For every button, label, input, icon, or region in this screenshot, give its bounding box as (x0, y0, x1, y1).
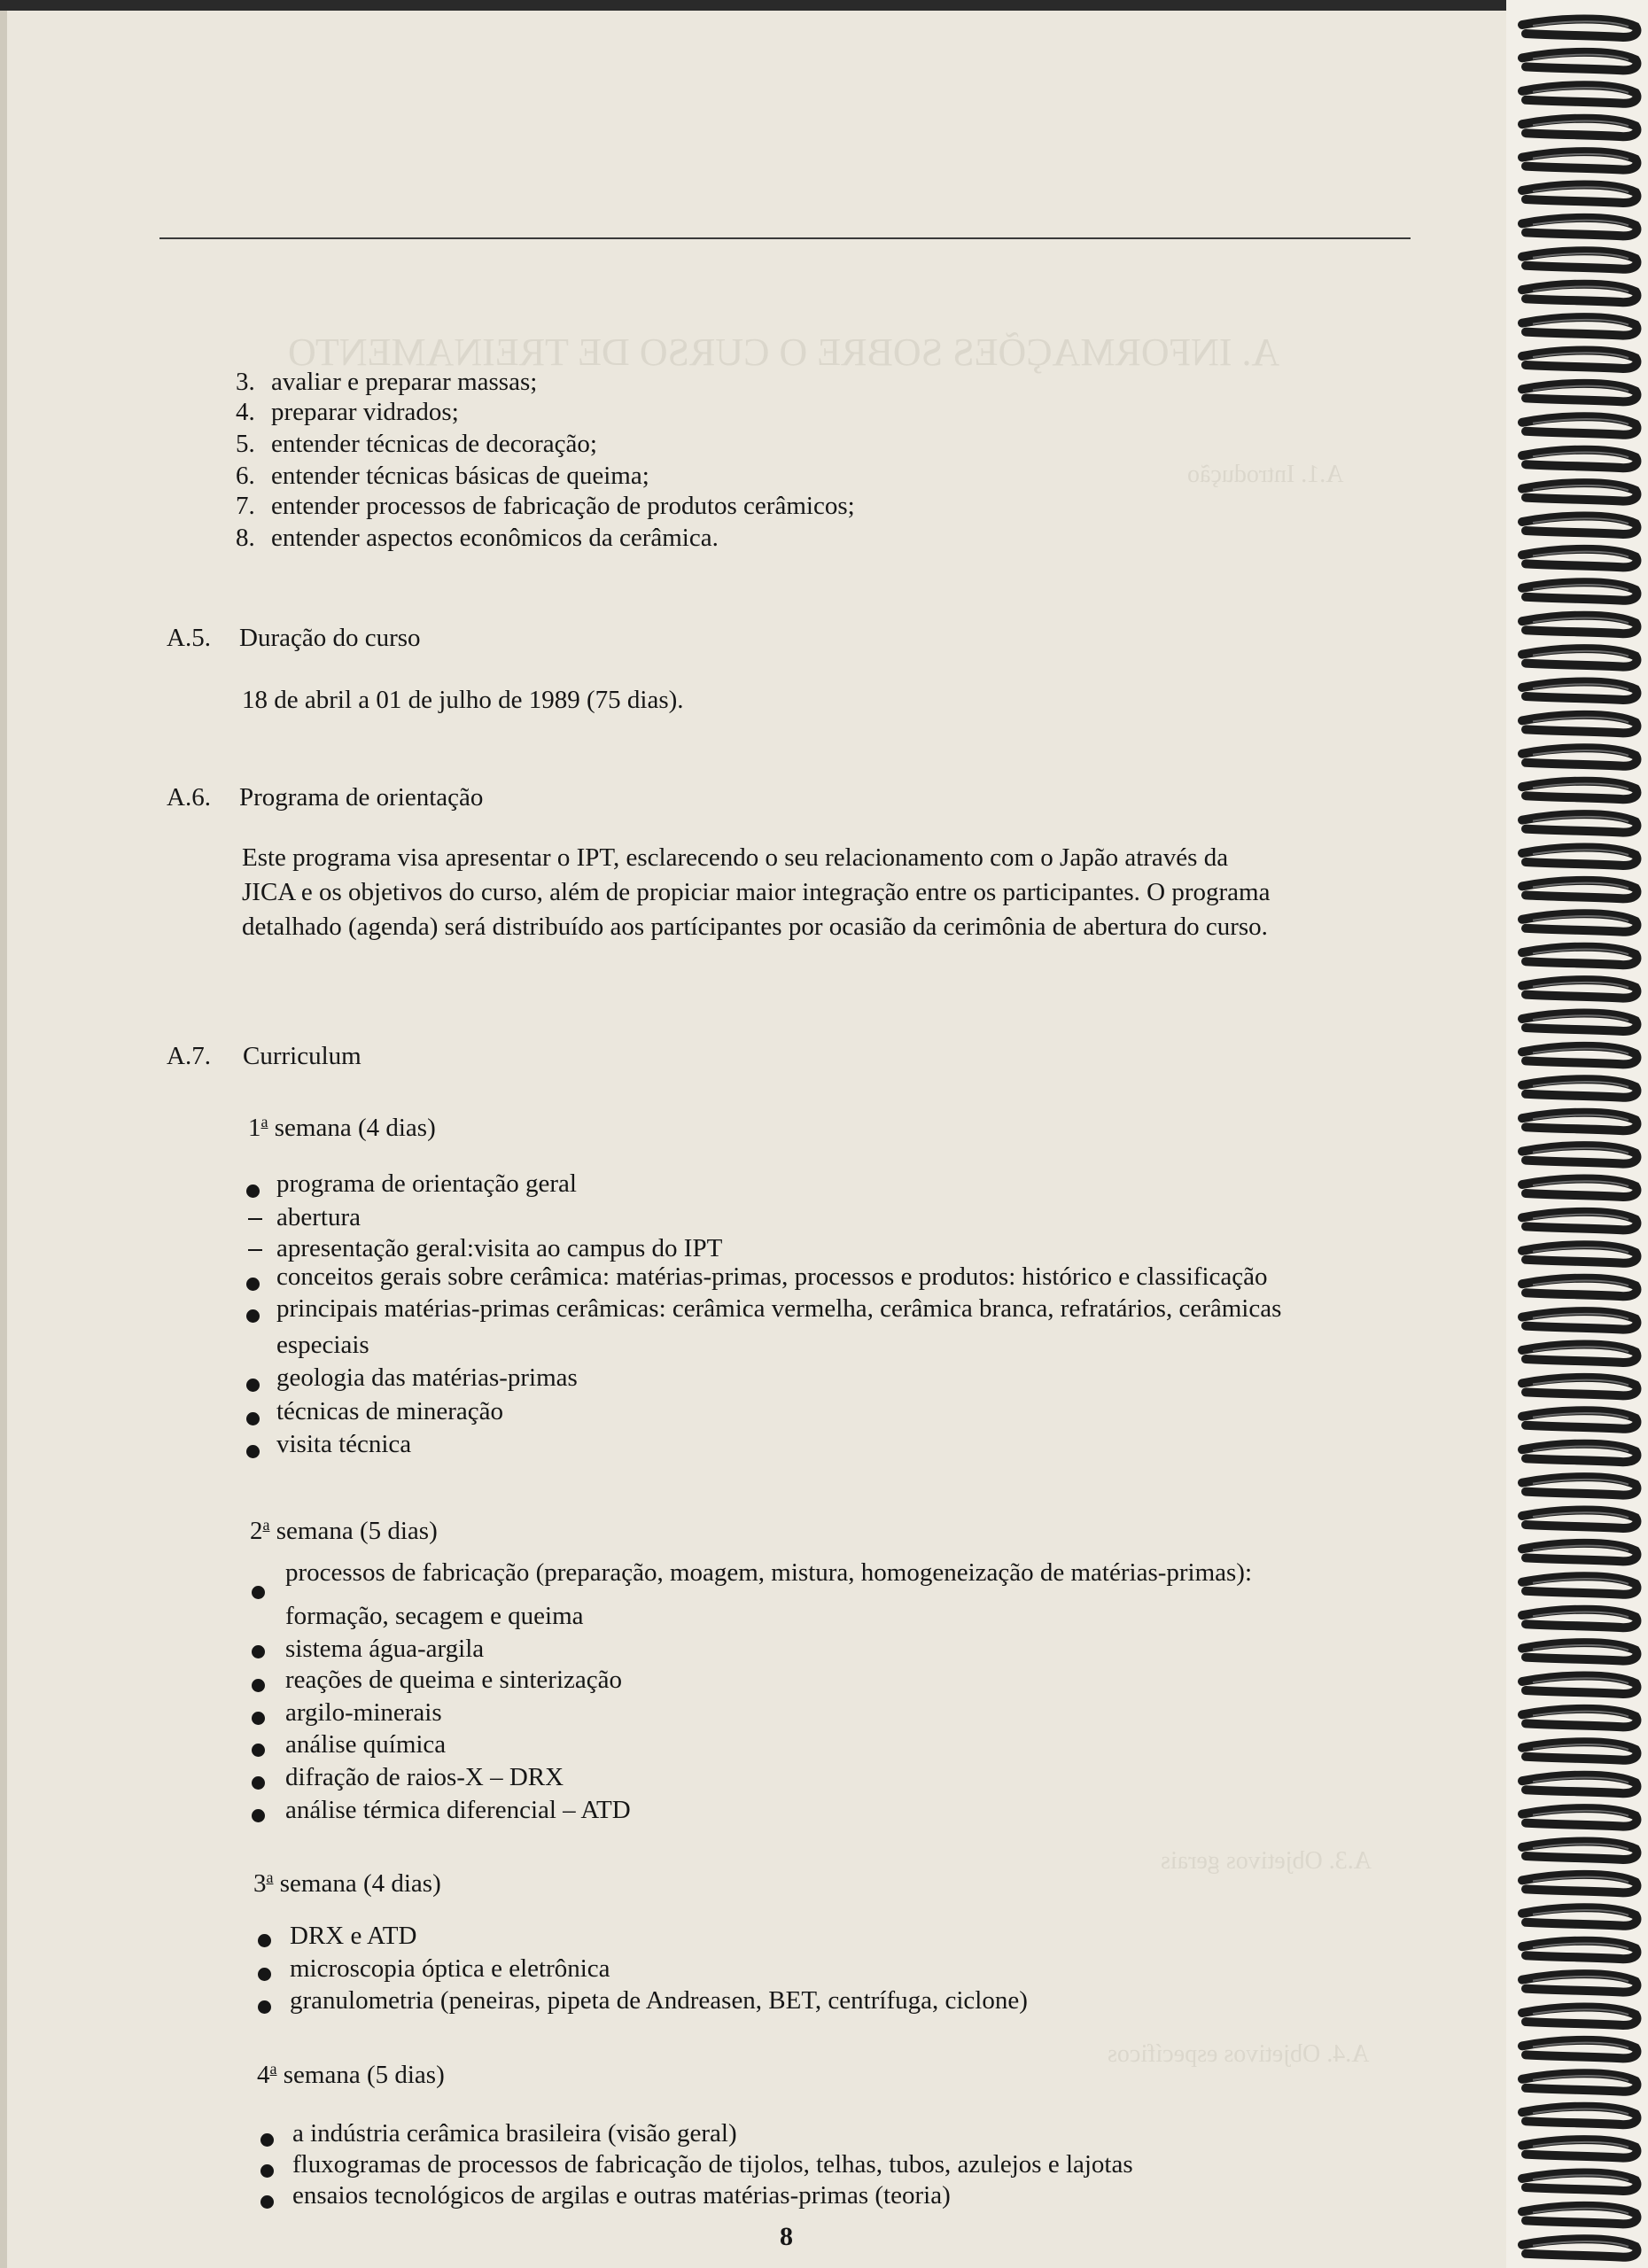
list-item: processos de fabricação (preparação, moagem, mistura, homogeneização de matérias-primas): (285, 1558, 1253, 1587)
list-item: principais matérias-primas cerâmicas: cerâmica vermelha, cerâmica branca, refratários, cerâmicas (276, 1294, 1282, 1323)
bullet-icon (252, 1712, 265, 1725)
spiral-coil (1522, 218, 1636, 237)
spiral-coil (1522, 2206, 1636, 2225)
list-item: entender técnicas de decoração; (271, 430, 597, 458)
list-item-number: 3. (236, 368, 255, 396)
spiral-coil (1522, 616, 1636, 634)
bleed-through-a4: A.4. Objetivos específicos (1108, 2040, 1370, 2068)
spiral-coil (1522, 19, 1636, 38)
section-a6-line: detalhado (agenda) será distribuído aos partícipantes por ocasião da cerimônia de abertura do curso. (242, 913, 1268, 941)
list-item: entender aspectos econômicos da cerâmica. (271, 524, 719, 552)
spiral-coil (1522, 1610, 1636, 1628)
week-heading: 4$^a$ semana (5 dias) (257, 2060, 445, 2089)
spiral-coil (1522, 781, 1636, 800)
spiral-binding (1506, 0, 1648, 2268)
spiral-coil (1522, 483, 1636, 501)
spiral-coil (1522, 1974, 1636, 1992)
list-item: fluxogramas de processos de fabricação de tijolos, telhas, tubos, azulejos e lajotas (292, 2150, 1133, 2179)
spiral-coil (1522, 1410, 1636, 1429)
spiral-coil (1522, 649, 1636, 667)
list-item: difração de raios-X – DRX (285, 1763, 564, 1791)
list-item: granulometria (peneiras, pipeta de Andreasen, BET, centrífuga, ciclone) (290, 1986, 1028, 2015)
list-item: análise térmica diferencial – ATD (285, 1796, 631, 1824)
bullet-icon (260, 2133, 274, 2147)
section-a6-line: JICA e os objetivos do curso, além de propiciar maior integração entre os participantes. O programa (242, 878, 1271, 906)
section-a7-number: A.7. (167, 1042, 211, 1070)
list-item-number: 6. (236, 462, 255, 490)
spiral-coil (1522, 1345, 1636, 1363)
list-item: argilo-minerais (285, 1698, 442, 1727)
page-number: 8 (780, 2222, 793, 2251)
section-a6-number: A.6. (167, 783, 211, 812)
section-a6-line: Este programa visa apresentar o IPT, esclarecendo o seu relacionamento com o Japão através da (242, 843, 1229, 872)
bullet-icon (252, 1776, 265, 1790)
list-item: a indústria cerâmica brasileira (visão geral) (292, 2119, 737, 2148)
spiral-coil (1522, 351, 1636, 369)
spiral-coil (1522, 1742, 1636, 1760)
spiral-coil (1522, 416, 1636, 435)
spiral-coil (1522, 2073, 1636, 2092)
spiral-binding-icon (1506, 0, 1648, 2268)
bullet-icon (258, 1934, 271, 1947)
bullet-icon (252, 1679, 265, 1692)
spiral-coil (1522, 913, 1636, 932)
bullet-icon (252, 1809, 265, 1822)
spiral-coil (1522, 2107, 1636, 2125)
spiral-coil (1522, 980, 1636, 998)
list-item: preparar vidrados; (271, 398, 459, 426)
spiral-coil (1522, 1543, 1636, 1562)
spiral-coil (1522, 2040, 1636, 2059)
list-item: DRX e ATD (290, 1922, 417, 1950)
spiral-coil (1522, 2008, 1636, 2026)
spiral-coil (1522, 151, 1636, 170)
bleed-through-a3: A.3. Objetivos gerais (1161, 1847, 1372, 1875)
list-item-number: 7. (236, 492, 255, 520)
spiral-coil (1522, 1014, 1636, 1032)
spiral-coil (1522, 52, 1636, 71)
section-a5-number: A.5. (167, 624, 211, 652)
bullet-icon (260, 2164, 274, 2178)
spiral-coil (1522, 450, 1636, 469)
list-item: análise química (285, 1730, 447, 1759)
spiral-coil (1522, 715, 1636, 734)
spiral-coil (1522, 1179, 1636, 1198)
spiral-coil (1522, 2173, 1636, 2192)
week-heading: 2$^a$ semana (5 dias) (250, 1516, 438, 1545)
spiral-coil (1522, 1311, 1636, 1330)
list-item: reações de queima e sinterização (285, 1666, 623, 1694)
spiral-coil (1522, 251, 1636, 269)
spiral-coil (1522, 1113, 1636, 1131)
list-item: apresentação geral:visita ao campus do IPT (276, 1234, 723, 1262)
spiral-coil (1522, 682, 1636, 701)
spiral-coil (1522, 1643, 1636, 1661)
spiral-coil (1522, 1079, 1636, 1098)
list-item-continuation: formação, secagem e queima (285, 1602, 584, 1630)
page-left-edge (0, 0, 7, 2268)
spiral-coil (1522, 384, 1636, 402)
bullet-icon (246, 1309, 260, 1323)
bullet-icon (246, 1278, 260, 1291)
spiral-coil (1522, 1278, 1636, 1297)
list-item: sistema água-argila (285, 1635, 485, 1663)
list-item: geologia das matérias-primas (276, 1363, 578, 1392)
list-item: avaliar e preparar massas; (271, 368, 538, 396)
spiral-coil (1522, 85, 1636, 104)
spiral-coil (1522, 881, 1636, 899)
section-a5-body: 18 de abril a 01 de julho de 1989 (75 dias). (242, 686, 684, 714)
spiral-coil (1522, 284, 1636, 303)
spiral-coil (1522, 1676, 1636, 1695)
list-item: abertura (276, 1203, 361, 1231)
list-item: entender técnicas básicas de queima; (271, 462, 649, 490)
spiral-coil (1522, 848, 1636, 866)
spiral-coil (1522, 1444, 1636, 1463)
spiral-coil (1522, 2140, 1636, 2158)
spiral-coil (1522, 1941, 1636, 1960)
list-item: entender processos de fabricação de produtos cerâmicos; (271, 492, 855, 520)
week-heading: 3$^a$ semana (4 dias) (253, 1868, 441, 1898)
bleed-through-heading: A. INFORMAÇÕES SOBRE O CURSO DE TREINAMENTO (288, 330, 1280, 374)
spiral-coil (1522, 814, 1636, 833)
spiral-coil (1522, 185, 1636, 204)
bleed-through-a1: A.1. Introdução (1187, 461, 1344, 488)
list-item-number: 4. (236, 398, 255, 426)
spiral-coil (1522, 1907, 1636, 1926)
bullet-icon (246, 1445, 260, 1458)
spiral-coil (1522, 1511, 1636, 1529)
spiral-coil (1522, 517, 1636, 535)
spiral-coil (1522, 1477, 1636, 1495)
bullet-icon (258, 2000, 271, 2014)
bullet-icon (246, 1379, 260, 1392)
list-item: conceitos gerais sobre cerâmica: matérias-primas, processos e produtos: histórico e classificação (276, 1262, 1268, 1291)
section-a5-title: Duração do curso (239, 624, 421, 652)
spiral-coil (1522, 1842, 1636, 1860)
spiral-coil (1522, 1146, 1636, 1164)
list-item: técnicas de mineração (276, 1397, 504, 1425)
section-a6-title: Programa de orientação (239, 783, 484, 812)
bullet-icon (246, 1184, 260, 1198)
list-item: ensaios tecnológicos de argilas e outras matérias-primas (teoria) (292, 2181, 951, 2210)
list-item: programa de orientação geral (276, 1169, 577, 1198)
spiral-coil (1522, 1378, 1636, 1396)
section-a7-title: Curriculum (243, 1042, 361, 1070)
list-item-continuation: especiais (276, 1331, 369, 1359)
header-rule (159, 237, 1411, 239)
dash-icon (248, 1218, 262, 1220)
bullet-icon (252, 1744, 265, 1757)
list-item-number: 8. (236, 524, 255, 552)
week-heading: 1$^a$ semana (4 dias) (248, 1113, 436, 1142)
dash-icon (248, 1249, 262, 1251)
scan-top-edge (0, 0, 1648, 11)
spiral-coil (1522, 1808, 1636, 1827)
spiral-coil (1522, 1245, 1636, 1263)
spiral-coil (1522, 1212, 1636, 1231)
bullet-icon (258, 1968, 271, 1981)
bullet-icon (252, 1645, 265, 1658)
spiral-coil (1522, 1875, 1636, 1893)
spiral-coil (1522, 317, 1636, 336)
bullet-icon (252, 1586, 265, 1599)
list-item: microscopia óptica e eletrônica (290, 1954, 610, 1983)
spiral-coil (1522, 582, 1636, 601)
bullet-icon (260, 2195, 274, 2209)
spiral-coil (1522, 1576, 1636, 1595)
spiral-coil (1522, 1775, 1636, 1794)
bullet-icon (246, 1412, 260, 1425)
list-item-number: 5. (236, 430, 255, 458)
spiral-coil (1522, 119, 1636, 137)
spiral-coil (1522, 947, 1636, 966)
list-item: visita técnica (276, 1430, 412, 1458)
spiral-coil (1522, 748, 1636, 766)
spiral-coil (1522, 549, 1636, 568)
spiral-coil (1522, 2239, 1636, 2257)
spiral-coil (1522, 1709, 1636, 1728)
spiral-coil (1522, 1046, 1636, 1065)
